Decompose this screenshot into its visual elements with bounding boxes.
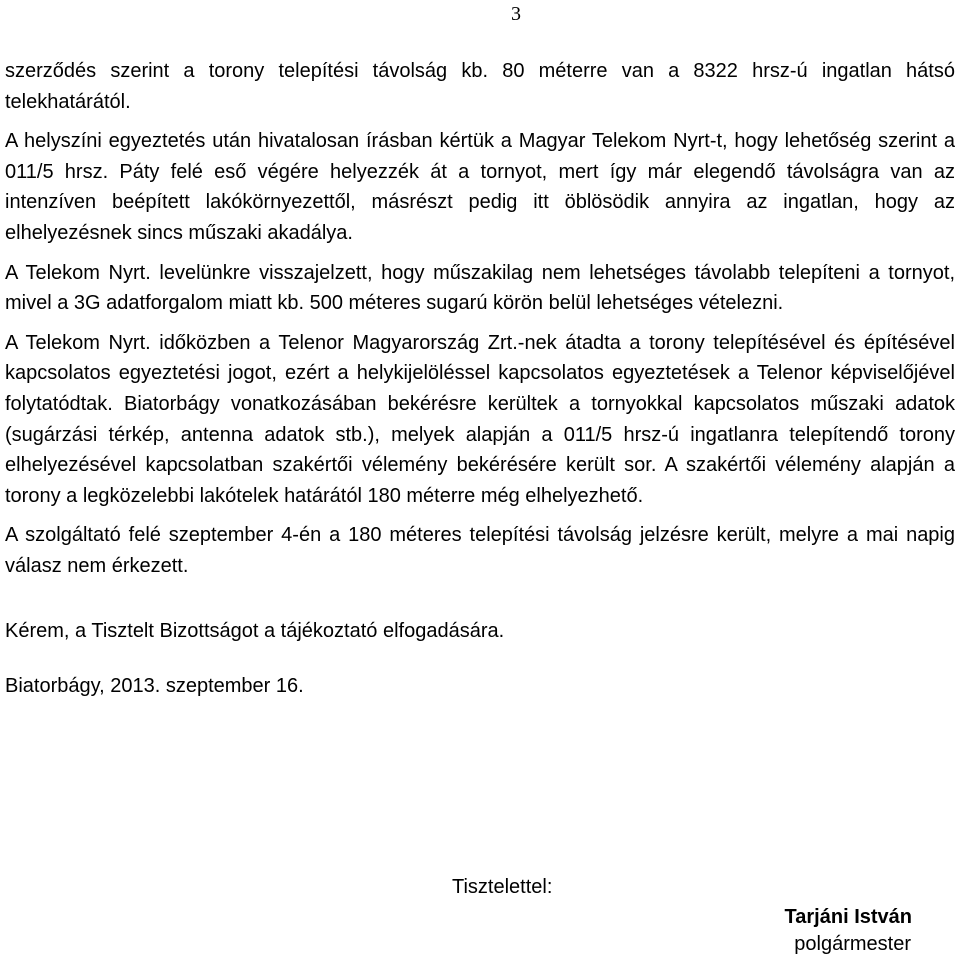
paragraph-telekom-response: A Telekom Nyrt. levelünkre visszajelzett, hogy műszakilag nem lehetséges távolabb telepíteni a tornyot, mivel a 3G adatforgalom miatt kb. 500 méteres sugarú körön belül lehetséges vételezni. bbox=[5, 261, 955, 315]
paragraph-provider-notice: A szolgáltató felé szeptember 4-én a 180 méteres telepítési távolság jelzésre került, melyre a mai napig válasz nem érkezett. bbox=[5, 524, 955, 577]
paragraph-telenor-handover: A Telekom Nyrt. időközben a Telenor Magyarország Zrt.-nek átadta a torony telepítésével és építésével kapcsolatos egyeztetési jogot, ezért a helykijelöléssel kapcsolatos egyeztetések a Telenor képviselőjével folytatódtak. Biatorbágy vonatkozásában bekérésre kerültek a tornyokkal kapcsolatos műszaki adatok (sugárzási térkép, antenna adatok stb.), melyek alapján a 011/5 hrsz-ú ingatlanra telepítendő torony elhelyezésével kapcsolatban szakértői vélemény bekérésére került sor. A szakértői vélemény alapján a torony a legközelebbi lakótelek határától 180 méterre még elhelyezhető. bbox=[5, 331, 955, 507]
spacer bbox=[5, 646, 955, 671]
page-number: 3 bbox=[511, 3, 521, 25]
paragraph-request-relocation: A helyszíni egyeztetés után hivatalosan írásban kértük a Magyar Telekom Nyrt-t, hogy lehetőség szerint a 011/5 hrsz. Páty felé eső végére helyezzék át a tornyot, mert így már elegendő távolságra van az intenzíven beépített lakókörnyezettől, másrészt pedig itt öblösödik annyira az ingatlan, hogy az elhelyezésnek sincs műszaki akadálya. bbox=[5, 130, 955, 244]
spacer bbox=[5, 591, 955, 616]
signer-name: Tarjáni István bbox=[784, 906, 912, 928]
greeting: Tisztelettel: bbox=[452, 876, 553, 898]
paragraph-distance: szerződés szerint a torony telepítési távolság kb. 80 méterre van a 8322 hrsz-ú ingatlan hátsó telekhatárától. bbox=[5, 60, 955, 113]
signer-title: polgármester bbox=[794, 933, 911, 955]
place-and-date: Biatorbágy, 2013. szeptember 16. bbox=[5, 675, 304, 698]
closing-request: Kérem, a Tisztelt Bizottságot a tájékoztató elfogadására. bbox=[5, 619, 505, 642]
document-body bbox=[5, 56, 955, 702]
